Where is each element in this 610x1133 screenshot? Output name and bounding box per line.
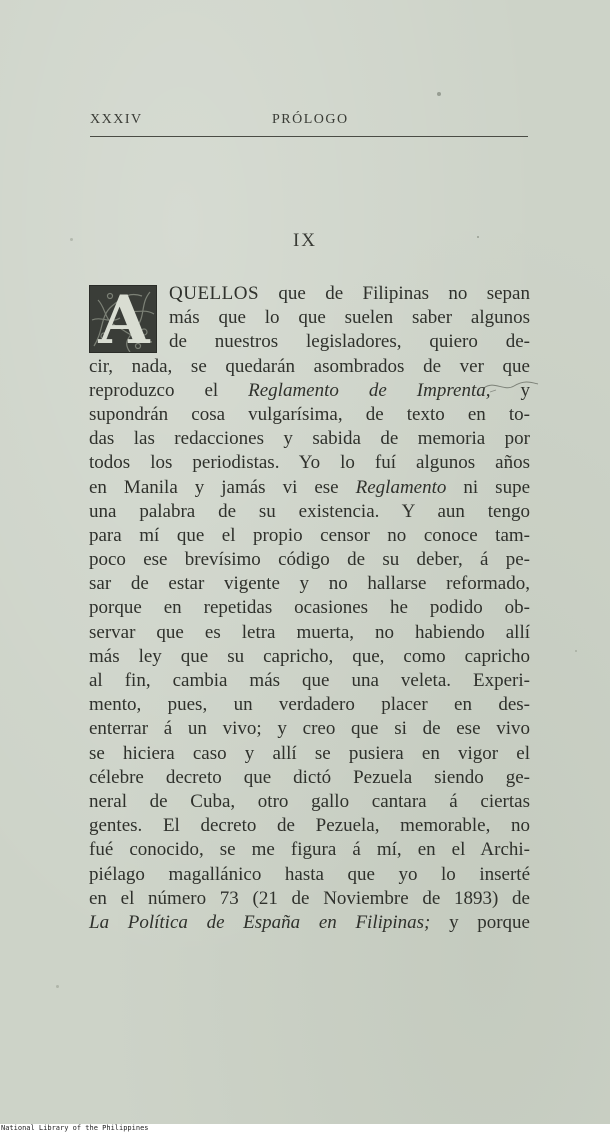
text-line <box>89 476 530 500</box>
text-line <box>89 524 530 548</box>
text-line <box>89 548 530 572</box>
text-line <box>89 379 530 403</box>
text-line <box>89 572 530 596</box>
text-line <box>89 596 530 620</box>
text-line <box>89 790 530 814</box>
text-segment: todos los periodistas. Yo lo fuí algunos años <box>89 452 530 474</box>
text-line <box>169 282 530 306</box>
text-line <box>89 838 530 862</box>
text-segment: servar que es letra muerta, no habiendo allí <box>89 621 530 643</box>
text-segment: poco ese brevísimo código de su deber, á pe- <box>89 549 530 571</box>
text-line <box>169 330 530 354</box>
text-segment: supondrán cosa vulgarísima, de texto en to- <box>89 403 530 425</box>
text-segment: y <box>490 379 530 401</box>
paper-speck <box>437 92 441 96</box>
running-head: PRÓLOGO <box>272 112 349 127</box>
text-segment: se hiciera caso y allí se pusiera en vigor el <box>89 742 530 764</box>
text-line <box>89 645 530 669</box>
text-line <box>89 427 530 451</box>
text-segment: más ley que su capricho, que, como capricho <box>89 645 530 667</box>
text-segment: de nuestros legisladores, quiero de- <box>169 331 530 353</box>
text-segment: célebre decreto que dictó Pezuela siendo ge- <box>89 766 530 788</box>
text-line <box>89 742 530 766</box>
text-segment: das las redacciones y sabida de memoria por <box>89 428 530 450</box>
italic-title: Reglamento de Imprenta, <box>248 379 491 401</box>
library-footer: National Library of the Philippines <box>0 1124 610 1133</box>
text-line <box>89 451 530 475</box>
text-segment: ni supe <box>446 476 531 498</box>
text-line <box>89 911 530 935</box>
smallcaps-word: QUELLOS <box>169 283 260 304</box>
text-segment: reproduzco el <box>89 379 249 401</box>
italic-title: Reglamento <box>355 476 447 498</box>
section-number: IX <box>292 230 318 251</box>
text-segment: para mí que el propio censor no conoce tam- <box>89 524 530 546</box>
text-line <box>89 500 530 524</box>
text-segment: en Manila y jamás vi ese <box>89 476 356 498</box>
text-segment: cir, nada, se quedarán asombrados de ver que <box>89 355 530 377</box>
text-line <box>89 355 530 379</box>
text-segment: neral de Cuba, otro gallo cantara á ciertas <box>89 790 530 812</box>
text-line <box>89 669 530 693</box>
text-segment: al fin, cambia más que una veleta. Experi- <box>89 670 530 691</box>
body-text <box>89 282 530 935</box>
text-segment: una palabra de su existencia. Y aun tengo <box>89 500 530 522</box>
paper-speck <box>575 650 577 652</box>
text-segment: gentes. El decreto de Pezuela, memorable, no <box>89 815 530 837</box>
text-line <box>89 693 530 717</box>
italic-title: La Política de España en Filipinas; <box>89 911 431 933</box>
text-line <box>89 621 530 645</box>
text-segment: y porque <box>430 911 530 933</box>
drop-cap-letter: A <box>98 285 150 353</box>
text-line <box>89 863 530 887</box>
text-segment: más que lo que suelen saber algunos <box>169 307 530 329</box>
text-segment: fué conocido, se me figura á mí, en el Archi- <box>89 839 530 861</box>
text-line <box>169 306 530 330</box>
text-line <box>89 814 530 838</box>
text-segment: sar de estar vigente y no hallarse reformado, <box>89 573 530 595</box>
text-segment: que de Filipinas no sepan <box>259 283 530 304</box>
text-segment: en el número 73 (21 de Noviembre de 1893) de <box>89 887 530 909</box>
text-segment: mento, pues, un verdadero placer en des- <box>89 694 530 716</box>
text-segment: enterrar á un vivo; y creo que si de ese vivo <box>89 718 530 740</box>
page-header <box>90 112 528 132</box>
text-line <box>89 887 530 911</box>
header-rule <box>90 136 528 137</box>
text-line <box>89 403 530 427</box>
pencil-annotation-mark <box>480 376 540 396</box>
text-line <box>89 766 530 790</box>
text-segment: piélago magallánico hasta que yo lo inserté <box>89 863 530 885</box>
text-line <box>89 717 530 741</box>
text-segment: porque en repetidas ocasiones he podido ob- <box>89 597 530 619</box>
page-number: XXXIV <box>90 112 143 127</box>
paper-speck <box>56 985 59 988</box>
